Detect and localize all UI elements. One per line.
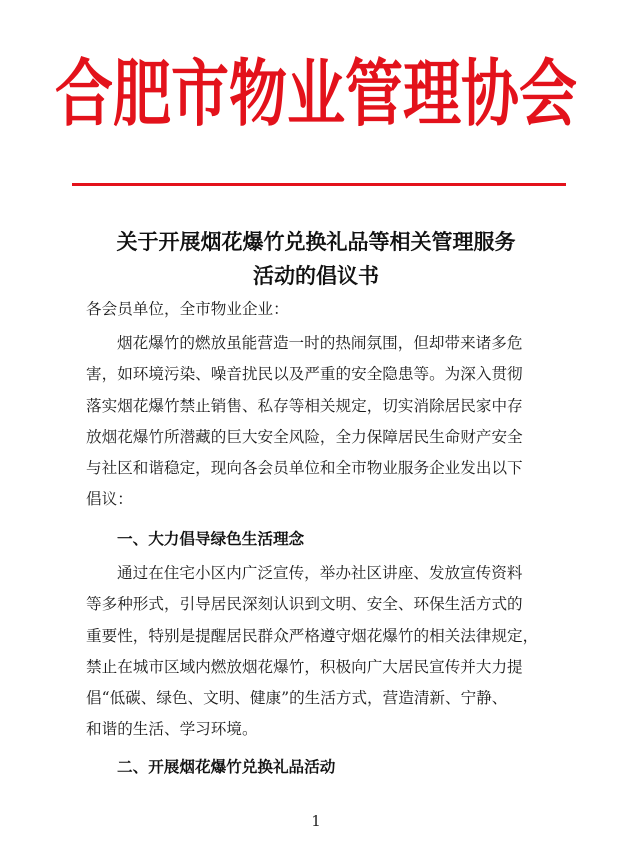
paragraph-1-line: 与社区和谐稳定，现向各会员单位和全市物业服务企业发出以下 [86, 459, 523, 478]
section-heading-2: 二、开展烟花爆竹兑换礼品活动 [117, 758, 336, 776]
paragraph-2-line: 禁止在城市区域内燃放烟花爆竹，积极向广大居民宣传并大力提 [86, 657, 523, 676]
paragraph-1 [86, 328, 564, 516]
paragraph-2-line: 通过在住宅小区内广泛宣传，举办社区讲座、发放宣传资料 [117, 564, 523, 582]
document-title-line-1: 关于开展烟花爆竹兑换礼品等相关管理服务 [116, 230, 516, 254]
paragraph-1-line: 放烟花爆竹所潜藏的巨大安全风险，全力保障居民生命财产安全 [86, 427, 523, 446]
paragraph-1-line: 倡议： [86, 490, 133, 509]
page-number: 1 [311, 812, 321, 830]
paragraph-2-line: 重要性，特别是提醒居民群众严格遵守烟花爆竹的相关法律规定， [86, 626, 539, 645]
salutation: 各会员单位，全市物业企业： [86, 300, 289, 318]
paragraph-2-line: 倡“低碳、绿色、文明、健康”的生活方式，营造清新、宁静、 [86, 689, 508, 708]
section-heading-1: 一、大力倡导绿色生活理念 [117, 530, 305, 548]
document-title-line-2: 活动的倡议书 [253, 264, 379, 288]
paragraph-1-line: 害，如环境污染、噪音扰民以及严重的安全隐患等。为深入贯彻 [86, 365, 523, 384]
organization-header: 合肥市物业管理协会 [54, 51, 577, 137]
paragraph-2-line: 和谐的生活、学习环境。 [86, 720, 258, 739]
paragraph-2-line: 等多种形式，引导居民深刻认识到文明、安全、环保生活方式的 [86, 595, 523, 614]
paragraph-2 [86, 558, 564, 746]
header-red-rule [72, 183, 566, 186]
paragraph-1-line: 落实烟花爆竹禁止销售、私存等相关规定，切实消除居民家中存 [86, 396, 523, 415]
paragraph-1-line: 烟花爆竹的燃放虽能营造一时的热闹氛围，但却带来诸多危 [117, 334, 523, 352]
